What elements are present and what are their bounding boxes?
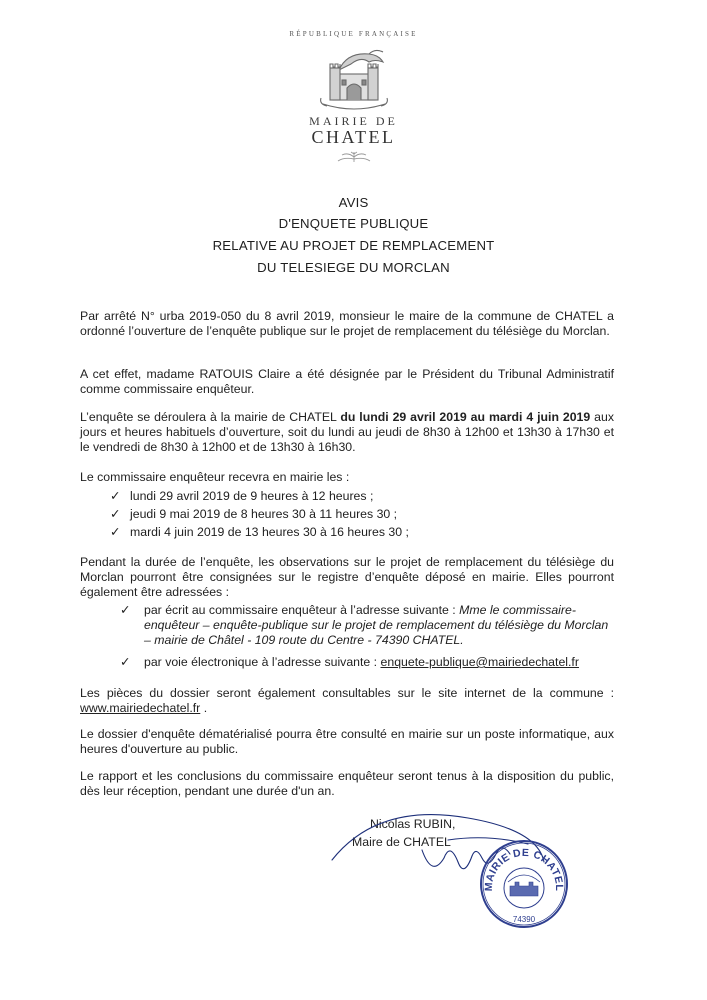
mairie-stamp	[478, 838, 570, 930]
website-link[interactable]: www.mairiedechatel.fr	[80, 701, 201, 716]
dates-text-start: L’enquête se déroulera à la mairie de CHATEL	[80, 410, 341, 424]
notice-title: AVIS	[338, 195, 369, 210]
fleuron-ornament-icon	[334, 150, 374, 164]
permanence-item	[110, 488, 373, 505]
paragraph-dossier	[80, 686, 614, 716]
check-icon: ✓	[110, 525, 121, 539]
check-icon: ✓	[120, 655, 131, 669]
permanence-text: mardi 4 juin 2019 de 13 heures 30 à 16 heures 30 ;	[130, 525, 409, 539]
stamp-code: 74390	[512, 915, 536, 924]
paragraph-arrete: Par arrêté N° urba 2019-050 du 8 avril 2019, monsieur le maire de la commune de CHATEL a ordonné l’ouverture de l’enquête publique sur le projet de remplacement du télésiège du Morclan.	[80, 309, 614, 339]
contact-ecrit-item	[120, 603, 614, 649]
dossier-text: Les pièces du dossier seront également consultables sur le site internet de la commune :	[80, 686, 614, 700]
signatory-name: Nicolas RUBIN,	[370, 817, 456, 831]
paragraph-commissaire: A cet effet, madame RATOUIS Claire a été désignée par le Président du Tribunal Administratif comme commissaire enquêteur.	[80, 367, 614, 397]
paragraph-dematerialise: Le dossier d'enquête dématérialisé pourra être consulté en mairie sur un poste informatique, aux heures d'ouverture au public.	[80, 727, 614, 757]
notice-title-line4: DU TELESIEGE DU MORCLAN	[257, 260, 450, 275]
stamp-text: MAIRIE DE CHATEL	[482, 846, 566, 892]
check-icon: ✓	[110, 489, 121, 503]
postal-address: Mme le commissaire-enquêteur – enquête-publique sur le projet de remplacement du télésiège du Morclan – mairie de Châtel - 109 route du Centre - 74390 CHATEL.	[144, 603, 609, 648]
castle-emblem-icon	[317, 44, 391, 112]
notice-title-line3: RELATIVE AU PROJET DE REMPLACEMENT	[212, 238, 495, 253]
dossier-text-end: .	[200, 701, 208, 716]
permanence-item	[110, 506, 397, 523]
paragraph-rapport: Le rapport et les conclusions du commissaire enquêteur seront tenus à la disposition du public, dès leur réception, pendant une durée d'un an.	[80, 769, 614, 799]
permanence-text: jeudi 9 mai 2019 de 8 heures 30 à 11 heures 30 ;	[130, 507, 398, 521]
paragraph-recevra: Le commissaire enquêteur recevra en mairie les :	[80, 470, 350, 484]
dates-bold: du lundi 29 avril 2019 au mardi 4 juin 2019	[340, 410, 591, 424]
check-icon: ✓	[120, 603, 131, 617]
dates-text-end: aux jours et heures habituels d’ouverture, soit du lundi au jeudi de 8h30 à 12h00 et 13h30 à 17h30 et le vendredi de 8h30 à 12h00 et de 13h30 à 16h30.	[80, 410, 614, 455]
republique-francaise-label: RÉPUBLIQUE FRANÇAISE	[289, 30, 418, 38]
email-link[interactable]: enquete-publique@mairiedechatel.fr	[380, 655, 579, 669]
permanence-item	[110, 524, 409, 541]
paragraph-observations: Pendant la durée de l’enquête, les observations sur le projet de remplacement du télésiège du Morclan pourront être consignées sur le registre d’enquête déposé en mairie. Elles pourront également être adressées :	[80, 555, 614, 600]
paragraph-dates	[80, 410, 614, 456]
check-icon: ✓	[110, 507, 121, 521]
ecrit-label: par écrit au commissaire enquêteur à l’adresse suivante :	[144, 603, 460, 617]
voie-label: par voie électronique à l’adresse suivante :	[144, 655, 381, 669]
svg-text:MAIRIE DE CHATEL	[483, 847, 565, 892]
permanence-text: lundi 29 avril 2019 de 9 heures à 12 heures ;	[130, 489, 374, 503]
signatory-role: Maire de CHATEL	[352, 835, 451, 849]
mairie-de-label: MAIRIE DE	[309, 114, 398, 128]
contact-email-item	[120, 655, 614, 670]
commune-name: CHATEL	[311, 127, 396, 147]
notice-title-line2: D'ENQUETE PUBLIQUE	[278, 216, 429, 231]
